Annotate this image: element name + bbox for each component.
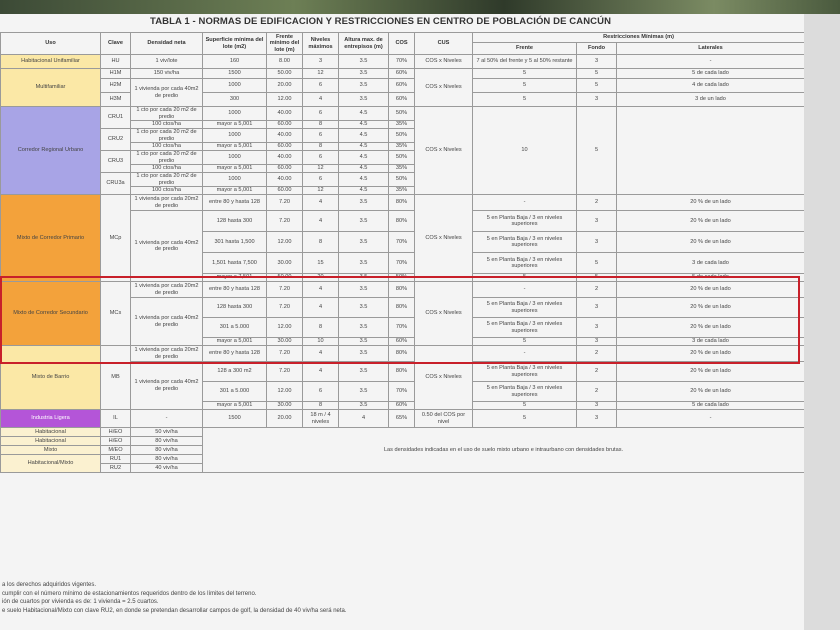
niveles-cell: 12 bbox=[303, 187, 339, 195]
densidad-cell: 1 vivienda por cada 20m2 de predio bbox=[131, 195, 203, 211]
clave-cell: H1M bbox=[101, 69, 131, 79]
superficie-cell: 1500 bbox=[203, 69, 267, 79]
cos-cell: 50% bbox=[389, 107, 415, 121]
table-row bbox=[1, 69, 805, 79]
densidad-cell: 1 vivienda por cada 40m2 de predio bbox=[131, 362, 203, 410]
r-fondo-cell: 5 bbox=[577, 274, 617, 282]
frente-cell: 40.00 bbox=[267, 107, 303, 121]
superficie-cell: 1,501 hasta 7,500 bbox=[203, 253, 267, 274]
uso-cell: Mixto de Corredor Secundario bbox=[1, 282, 101, 346]
superficie-cell: mayor a 7,501 bbox=[203, 274, 267, 282]
frente-cell: 7.20 bbox=[267, 211, 303, 232]
clave-cell: H2M bbox=[101, 79, 131, 93]
densidad-cell: 1 viv/lote bbox=[131, 55, 203, 69]
superficie-cell: 301 hasta 1,500 bbox=[203, 232, 267, 253]
cos-cell: 65% bbox=[389, 410, 415, 428]
r-frente-cell: 5 bbox=[473, 79, 577, 93]
niveles-cell: 4 bbox=[303, 298, 339, 318]
niveles-cell: 4 bbox=[303, 93, 339, 107]
frente-cell: 12.00 bbox=[267, 232, 303, 253]
superficie-cell: entre 80 y hasta 128 bbox=[203, 282, 267, 298]
densidad-cell: 1 cto por cada 20 m2 de predio bbox=[131, 107, 203, 121]
niveles-cell: 8 bbox=[303, 402, 339, 410]
altura-cell: 3.5 bbox=[339, 211, 389, 232]
footnote: a los derechos adquiridos vigentes. bbox=[2, 582, 97, 588]
niveles-cell: 4 bbox=[303, 362, 339, 382]
superficie-cell: 128 a 300 m2 bbox=[203, 362, 267, 382]
cus-cell: 0.50 del COS por nivel bbox=[415, 410, 473, 428]
frente-cell: 30.00 bbox=[267, 253, 303, 274]
uso-cell: Mixto de Barrio bbox=[1, 346, 101, 410]
altura-cell: 3.5 bbox=[339, 253, 389, 274]
r-laterales-cell: - bbox=[617, 55, 805, 69]
r-frente-cell: 7 al 50% del frente y 5 al 50% restante bbox=[473, 55, 577, 69]
norms-table bbox=[0, 32, 804, 473]
header-densidad: Densidad neta bbox=[131, 33, 203, 55]
r-frente-cell: 5 bbox=[473, 274, 577, 282]
frente-cell: 7.20 bbox=[267, 346, 303, 362]
table-title: TABLA 1 - NORMAS DE EDIFICACION Y RESTRICCIONES EN CENTRO DE POBLACIÓN DE CANCÚN bbox=[150, 16, 612, 27]
header-cos: COS bbox=[389, 33, 415, 55]
legend-note: Las densidades indicadas en el uso de suelo mixto urbano e intraurbano con densidades brutas. bbox=[203, 428, 805, 473]
r-fondo-cell: 3 bbox=[577, 232, 617, 253]
niveles-cell: 6 bbox=[303, 129, 339, 143]
header-r-fondo: Fondo bbox=[577, 43, 617, 55]
cos-cell: 80% bbox=[389, 211, 415, 232]
altura-cell: 4.5 bbox=[339, 173, 389, 187]
r-laterales-cell: 20 % de un lado bbox=[617, 282, 805, 298]
clave-cell: CRU3a bbox=[101, 173, 131, 195]
frente-cell: 60.00 bbox=[267, 187, 303, 195]
frente-cell: 7.20 bbox=[267, 298, 303, 318]
cos-cell: 35% bbox=[389, 187, 415, 195]
densidad-cell: 1 cto por cada 20 m2 de predio bbox=[131, 151, 203, 165]
table-row bbox=[1, 107, 805, 121]
r-laterales-cell: 5 de cada lado bbox=[617, 69, 805, 79]
r-laterales-cell: 4 de cada lado bbox=[617, 79, 805, 93]
r-fondo-cell: 5 bbox=[577, 253, 617, 274]
cus-cell: COS x Niveles bbox=[415, 282, 473, 346]
densidad-cell: 1 cto por cada 20 m2 de predio bbox=[131, 173, 203, 187]
cos-cell: 80% bbox=[389, 346, 415, 362]
r-fondo-cell: 3 bbox=[577, 93, 617, 107]
footnote: cumplir con el número mínimo de estacionamientos requeridos dentro de los límites del terreno. bbox=[2, 590, 257, 597]
superficie-cell: 1000 bbox=[203, 79, 267, 93]
r-fondo-cell: 2 bbox=[577, 346, 617, 362]
r-frente-cell: 5 bbox=[473, 69, 577, 79]
altura-cell: 3.5 bbox=[339, 318, 389, 338]
cos-cell: 80% bbox=[389, 282, 415, 298]
r-frente-cell: - bbox=[473, 346, 577, 362]
altura-cell: 3.5 bbox=[339, 195, 389, 211]
table-row bbox=[1, 282, 805, 298]
frente-cell: 60.00 bbox=[267, 143, 303, 151]
clave-cell: IL bbox=[101, 410, 131, 428]
superficie-cell: 160 bbox=[203, 55, 267, 69]
r-frente-cell: - bbox=[473, 195, 577, 211]
altura-cell: 4.5 bbox=[339, 151, 389, 165]
niveles-cell: 15 bbox=[303, 253, 339, 274]
superficie-cell: 301 a 5.000 bbox=[203, 318, 267, 338]
altura-cell: 4.5 bbox=[339, 129, 389, 143]
frente-cell: 12.00 bbox=[267, 382, 303, 402]
altura-cell: 3.5 bbox=[339, 382, 389, 402]
table-row bbox=[1, 93, 805, 107]
cos-cell: 50% bbox=[389, 274, 415, 282]
r-fondo-cell: 3 bbox=[577, 402, 617, 410]
frente-cell: 20.00 bbox=[267, 79, 303, 93]
document-sheet bbox=[0, 14, 804, 630]
superficie-cell: mayor a 5,001 bbox=[203, 121, 267, 129]
table-row bbox=[1, 55, 805, 69]
top-photo-strip bbox=[0, 0, 840, 14]
legend-uso-cell: Habitacional bbox=[1, 437, 101, 446]
niveles-cell: 6 bbox=[303, 107, 339, 121]
altura-cell: 3.5 bbox=[339, 282, 389, 298]
niveles-cell: 3 bbox=[303, 55, 339, 69]
cos-cell: 80% bbox=[389, 362, 415, 382]
densidad-cell: 1 vivienda por cada 40m2 de predio bbox=[131, 298, 203, 346]
r-fondo-cell: 3 bbox=[577, 338, 617, 346]
altura-cell: 3.5 bbox=[339, 338, 389, 346]
clave-cell: MB bbox=[101, 346, 131, 410]
r-frente-cell: 5 en Planta Baja / 3 en niveles superiores bbox=[473, 318, 577, 338]
r-laterales-cell: 20 % de un lado bbox=[617, 298, 805, 318]
cos-cell: 35% bbox=[389, 121, 415, 129]
r-frente-cell: 5 en Planta Baja / 3 en niveles superiores bbox=[473, 382, 577, 402]
altura-cell: 4.5 bbox=[339, 121, 389, 129]
superficie-cell: 300 bbox=[203, 93, 267, 107]
legend-densidad-cell: 80 viv/ha bbox=[131, 455, 203, 464]
r-fondo-cell: 3 bbox=[577, 298, 617, 318]
r-frente-cell: 5 bbox=[473, 402, 577, 410]
r-fondo-cell: 3 bbox=[577, 410, 617, 428]
table-row bbox=[1, 410, 805, 428]
altura-cell: 3.5 bbox=[339, 69, 389, 79]
cos-cell: 70% bbox=[389, 232, 415, 253]
r-laterales-cell: 20 % de un lado bbox=[617, 346, 805, 362]
legend-uso-cell: Habitacional bbox=[1, 428, 101, 437]
footnote: e suelo Habitacional/Mixto con clave RU2, en donde se pretendan desarrollar campos de golf, la densidad de 40 viv/ha será neta. bbox=[2, 607, 347, 614]
frente-cell: 8.00 bbox=[267, 55, 303, 69]
densidad-cell: 100 ctos/ha bbox=[131, 143, 203, 151]
frente-cell: 12.00 bbox=[267, 93, 303, 107]
table-row bbox=[1, 79, 805, 93]
clave-cell: H3M bbox=[101, 93, 131, 107]
footnotes bbox=[0, 581, 804, 615]
niveles-cell: 12 bbox=[303, 165, 339, 173]
r-laterales-cell: 5 de cada lado bbox=[617, 274, 805, 282]
densidad-cell: 150 viv/ha bbox=[131, 69, 203, 79]
table-row bbox=[1, 346, 805, 362]
r-fondo-cell: 3 bbox=[577, 211, 617, 232]
superficie-cell: 1000 bbox=[203, 107, 267, 121]
header-frente: Frente mínimo del lote (m) bbox=[267, 33, 303, 55]
r-frente-cell: 5 en Planta Baja / 3 en niveles superiores bbox=[473, 253, 577, 274]
uso-cell: Corredor Regional Urbano bbox=[1, 107, 101, 195]
cus-cell: COS x Niveles bbox=[415, 55, 473, 69]
cos-cell: 60% bbox=[389, 79, 415, 93]
clave-cell: MCs bbox=[101, 282, 131, 346]
frente-cell: 20.00 bbox=[267, 410, 303, 428]
legend-densidad-cell: 50 viv/ha bbox=[131, 428, 203, 437]
superficie-cell: 128 hasta 300 bbox=[203, 211, 267, 232]
uso-cell: Mixto de Corredor Primario bbox=[1, 195, 101, 282]
r-laterales-cell: 3 de un lado bbox=[617, 93, 805, 107]
r-frente-cell: - bbox=[473, 282, 577, 298]
r-laterales-cell: 20 % de un lado bbox=[617, 382, 805, 402]
legend-uso-cell: Mixto bbox=[1, 446, 101, 455]
densidad-cell: 100 ctos/ha bbox=[131, 187, 203, 195]
frente-cell: 7.20 bbox=[267, 195, 303, 211]
r-fondo-cell: 5 bbox=[577, 107, 617, 195]
densidad-cell: 100 ctos/ha bbox=[131, 121, 203, 129]
superficie-cell: mayor a 5,001 bbox=[203, 187, 267, 195]
legend-densidad-cell: 80 viv/ha bbox=[131, 437, 203, 446]
superficie-cell: entre 80 y hasta 128 bbox=[203, 346, 267, 362]
cos-cell: 50% bbox=[389, 173, 415, 187]
header-niveles: Niveles máximos bbox=[303, 33, 339, 55]
frente-cell: 60.00 bbox=[267, 165, 303, 173]
altura-cell: 3.5 bbox=[339, 79, 389, 93]
cos-cell: 60% bbox=[389, 402, 415, 410]
clave-cell: HU bbox=[101, 55, 131, 69]
cos-cell: 50% bbox=[389, 151, 415, 165]
altura-cell: 3.5 bbox=[339, 346, 389, 362]
cos-cell: 60% bbox=[389, 69, 415, 79]
superficie-cell: mayor a 5,001 bbox=[203, 402, 267, 410]
header-restricciones: Restricciones Mínimas (m) bbox=[473, 33, 805, 43]
altura-cell: 4.5 bbox=[339, 165, 389, 173]
niveles-cell: 6 bbox=[303, 382, 339, 402]
altura-cell: 3.5 bbox=[339, 402, 389, 410]
legend-clave-cell: H/EO bbox=[101, 437, 131, 446]
header-r-laterales: Laterales bbox=[617, 43, 805, 55]
frente-cell: 7.20 bbox=[267, 362, 303, 382]
altura-cell: 4.5 bbox=[339, 143, 389, 151]
legend-row bbox=[1, 428, 805, 437]
r-frente-cell: 5 en Planta Baja / 3 en niveles superiores bbox=[473, 362, 577, 382]
uso-cell: Multifamiliar bbox=[1, 69, 101, 107]
densidad-cell: 1 vivienda por cada 40m2 de predio bbox=[131, 79, 203, 107]
superficie-cell: 1000 bbox=[203, 151, 267, 165]
r-fondo-cell: 5 bbox=[577, 79, 617, 93]
altura-cell: 3.5 bbox=[339, 274, 389, 282]
superficie-cell: 1000 bbox=[203, 173, 267, 187]
clave-cell: CRU1 bbox=[101, 107, 131, 129]
superficie-cell: 1000 bbox=[203, 129, 267, 143]
densidad-cell: 1 vivienda por cada 20m2 de predio bbox=[131, 346, 203, 362]
r-fondo-cell: 2 bbox=[577, 362, 617, 382]
header-uso: Uso bbox=[1, 33, 101, 55]
header-clave: Clave bbox=[101, 33, 131, 55]
header-altura: Altura max. de entrepisos (m) bbox=[339, 33, 389, 55]
altura-cell: 4.5 bbox=[339, 187, 389, 195]
densidad-cell: 100 ctos/ha bbox=[131, 165, 203, 173]
cos-cell: 70% bbox=[389, 318, 415, 338]
r-fondo-cell: 3 bbox=[577, 318, 617, 338]
superficie-cell: mayor a 5,001 bbox=[203, 165, 267, 173]
legend-clave-cell: RU1 bbox=[101, 455, 131, 464]
r-frente-cell: 5 en Planta Baja / 3 en niveles superiores bbox=[473, 211, 577, 232]
cos-cell: 35% bbox=[389, 165, 415, 173]
cos-cell: 60% bbox=[389, 93, 415, 107]
r-frente-cell: 5 en Planta Baja / 3 en niveles superiores bbox=[473, 298, 577, 318]
r-frente-cell: 5 en Planta Baja / 3 en niveles superiores bbox=[473, 232, 577, 253]
niveles-cell: 6 bbox=[303, 173, 339, 187]
r-laterales-cell: 20 % de un lado bbox=[617, 318, 805, 338]
niveles-cell: 6 bbox=[303, 151, 339, 165]
r-laterales-cell: 20 % de un lado bbox=[617, 362, 805, 382]
cus-cell: COS x Niveles bbox=[415, 69, 473, 107]
niveles-cell: 4 bbox=[303, 195, 339, 211]
header-superficie: Superficie mínima del lote (m2) bbox=[203, 33, 267, 55]
superficie-cell: 301 a 5.000 bbox=[203, 382, 267, 402]
niveles-cell: 4 bbox=[303, 282, 339, 298]
cus-cell: COS x Niveles bbox=[415, 195, 473, 282]
r-fondo-cell: 2 bbox=[577, 382, 617, 402]
altura-cell: 3.5 bbox=[339, 362, 389, 382]
niveles-cell: 8 bbox=[303, 318, 339, 338]
clave-cell: MCp bbox=[101, 195, 131, 282]
altura-cell: 3.5 bbox=[339, 55, 389, 69]
superficie-cell: 128 hasta 300 bbox=[203, 298, 267, 318]
r-frente-cell: 5 bbox=[473, 410, 577, 428]
superficie-cell: 1500 bbox=[203, 410, 267, 428]
niveles-cell: 12 bbox=[303, 69, 339, 79]
cus-cell: COS x Niveles bbox=[415, 346, 473, 410]
densidad-cell: 1 cto por cada 20 m2 de predio bbox=[131, 129, 203, 143]
frente-cell: 50.00 bbox=[267, 274, 303, 282]
altura-cell: 3.5 bbox=[339, 232, 389, 253]
altura-cell: 4 bbox=[339, 410, 389, 428]
altura-cell: 3.5 bbox=[339, 93, 389, 107]
cus-cell: COS x Niveles bbox=[415, 107, 473, 195]
r-laterales-cell: - bbox=[617, 410, 805, 428]
r-laterales-cell: 5 de cada lado bbox=[617, 402, 805, 410]
cos-cell: 80% bbox=[389, 298, 415, 318]
frente-cell: 40.00 bbox=[267, 173, 303, 187]
niveles-cell: 6 bbox=[303, 79, 339, 93]
niveles-cell: 4 bbox=[303, 211, 339, 232]
cos-cell: 60% bbox=[389, 338, 415, 346]
niveles-cell: 4 bbox=[303, 346, 339, 362]
header-r-frente: Frente bbox=[473, 43, 577, 55]
densidad-cell: - bbox=[131, 410, 203, 428]
superficie-cell: mayor a 5,001 bbox=[203, 143, 267, 151]
altura-cell: 4.5 bbox=[339, 107, 389, 121]
niveles-cell: 8 bbox=[303, 143, 339, 151]
altura-cell: 3.5 bbox=[339, 298, 389, 318]
superficie-cell: entre 80 y hasta 128 bbox=[203, 195, 267, 211]
legend-clave-cell: H/EO bbox=[101, 428, 131, 437]
right-margin bbox=[804, 14, 840, 630]
r-fondo-cell: 2 bbox=[577, 195, 617, 211]
r-fondo-cell: 5 bbox=[577, 69, 617, 79]
frente-cell: 40.00 bbox=[267, 129, 303, 143]
frente-cell: 30.00 bbox=[267, 338, 303, 346]
r-fondo-cell: 2 bbox=[577, 282, 617, 298]
legend-densidad-cell: 80 viv/ha bbox=[131, 446, 203, 455]
niveles-cell: 10 bbox=[303, 338, 339, 346]
densidad-cell: 1 vivienda por cada 20m2 de predio bbox=[131, 282, 203, 298]
legend-uso-cell: Habitacional/Mixto bbox=[1, 455, 101, 473]
clave-cell: CRU2 bbox=[101, 129, 131, 151]
r-laterales-cell: 3 de cada lado bbox=[617, 338, 805, 346]
cos-cell: 50% bbox=[389, 129, 415, 143]
frente-cell: 50.00 bbox=[267, 69, 303, 79]
uso-cell: Industria Ligera bbox=[1, 410, 101, 428]
frente-cell: 60.00 bbox=[267, 121, 303, 129]
niveles-cell: 8 bbox=[303, 232, 339, 253]
legend-clave-cell: RU2 bbox=[101, 464, 131, 473]
r-laterales-cell bbox=[617, 107, 805, 195]
cos-cell: 70% bbox=[389, 253, 415, 274]
cos-cell: 70% bbox=[389, 382, 415, 402]
niveles-cell: 20 bbox=[303, 274, 339, 282]
r-laterales-cell: 3 de cada lado bbox=[617, 253, 805, 274]
frente-cell: 12.00 bbox=[267, 318, 303, 338]
table-row bbox=[1, 195, 805, 211]
superficie-cell: mayor a 5,001 bbox=[203, 338, 267, 346]
uso-cell: Habitacional Unifamiliar bbox=[1, 55, 101, 69]
frente-cell: 7.20 bbox=[267, 282, 303, 298]
r-fondo-cell: 3 bbox=[577, 55, 617, 69]
header-cus: CUS bbox=[415, 33, 473, 55]
r-laterales-cell: 20 % de un lado bbox=[617, 232, 805, 253]
densidad-cell: 1 vivienda por cada 40m2 de predio bbox=[131, 211, 203, 282]
frente-cell: 40.00 bbox=[267, 151, 303, 165]
frente-cell: 30.00 bbox=[267, 402, 303, 410]
cos-cell: 35% bbox=[389, 143, 415, 151]
legend-densidad-cell: 40 viv/ha bbox=[131, 464, 203, 473]
r-frente-cell: 10 bbox=[473, 107, 577, 195]
cos-cell: 70% bbox=[389, 55, 415, 69]
cos-cell: 80% bbox=[389, 195, 415, 211]
legend-clave-cell: M/EO bbox=[101, 446, 131, 455]
niveles-cell: 8 bbox=[303, 121, 339, 129]
r-laterales-cell: 20 % de un lado bbox=[617, 211, 805, 232]
r-frente-cell: 5 bbox=[473, 338, 577, 346]
r-laterales-cell: 20 % de un lado bbox=[617, 195, 805, 211]
niveles-cell: 18 m / 4 niveles bbox=[303, 410, 339, 428]
clave-cell: CRU3 bbox=[101, 151, 131, 173]
r-frente-cell: 5 bbox=[473, 93, 577, 107]
footnote: ión de cuartos por vivienda es de: 1 vivienda = 2.5 cuartos. bbox=[2, 599, 159, 605]
